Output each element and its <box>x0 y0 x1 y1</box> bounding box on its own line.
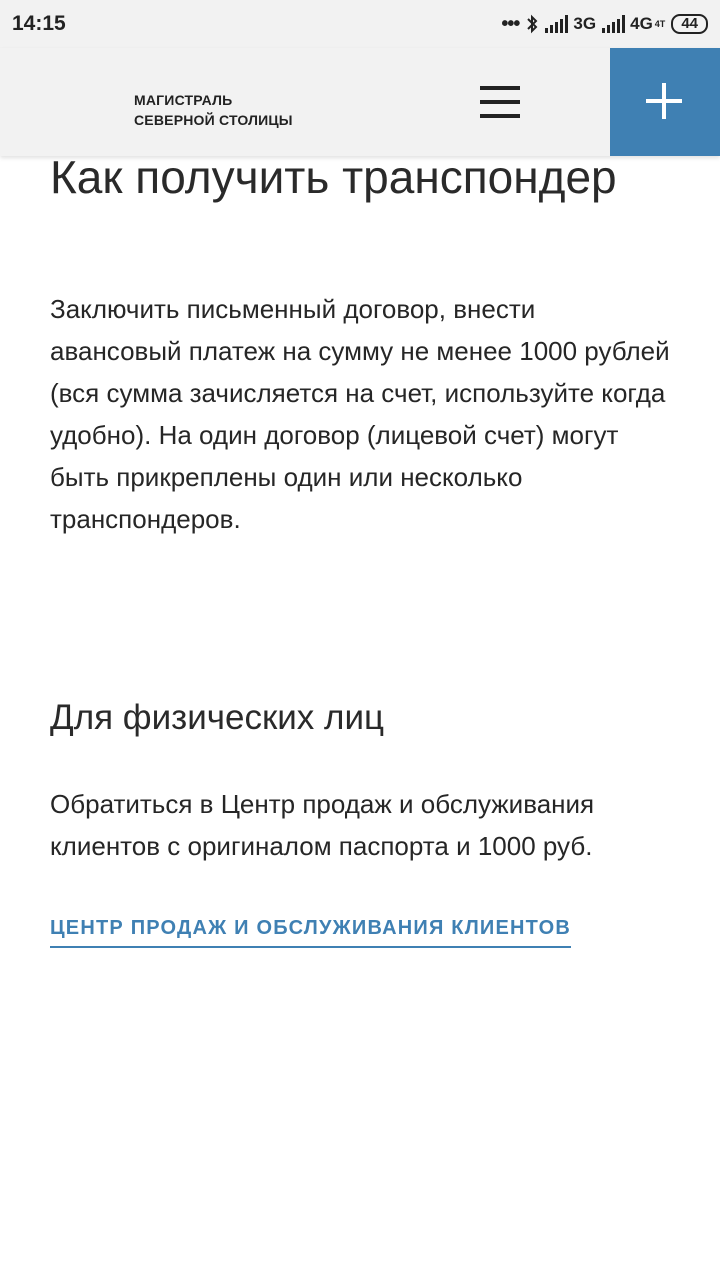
page-title: Как получить транспондер <box>50 151 617 203</box>
logo-line-2: СЕВЕРНОЙ СТОЛИЦЫ <box>134 112 293 128</box>
signal-bars-icon <box>545 15 571 33</box>
status-bar <box>0 0 720 48</box>
network-4g-sup: 4T <box>654 19 666 29</box>
battery-icon: 44 <box>671 14 708 34</box>
signal-4g <box>602 14 665 34</box>
network-3g-label: 3G <box>573 14 597 33</box>
network-4g-label: 4G <box>630 14 653 33</box>
more-dots-icon: ••• <box>501 12 520 35</box>
signal-bars-icon <box>602 15 628 33</box>
app-header <box>0 48 720 156</box>
status-icons <box>501 13 708 36</box>
add-button[interactable] <box>610 48 720 156</box>
intro-text: Заключить письменный договор, внести авансовый платеж на сумму не менее 1000 рублей (вся сумма зачисляется на счет, используйте когда удобно). На один договор (лицевой счет) могут быть прикреплены один или несколько транспондеров. <box>50 294 670 534</box>
section-title: Для физических лиц <box>50 698 385 737</box>
status-time: 14:15 <box>12 12 66 35</box>
sales-center-link[interactable]: ЦЕНТР ПРОДАЖ И ОБСЛУЖИВАНИЯ КЛИЕНТОВ <box>50 917 571 948</box>
site-logo[interactable] <box>134 90 293 130</box>
signal-3g <box>545 14 596 34</box>
bluetooth-icon <box>525 13 539 35</box>
logo-line-1: МАГИСТРАЛЬ <box>134 92 233 108</box>
section-text: Обратиться в Центр продаж и обслуживания клиентов с оригиналом паспорта и 1000 руб. <box>50 789 595 861</box>
menu-button[interactable] <box>472 84 528 124</box>
